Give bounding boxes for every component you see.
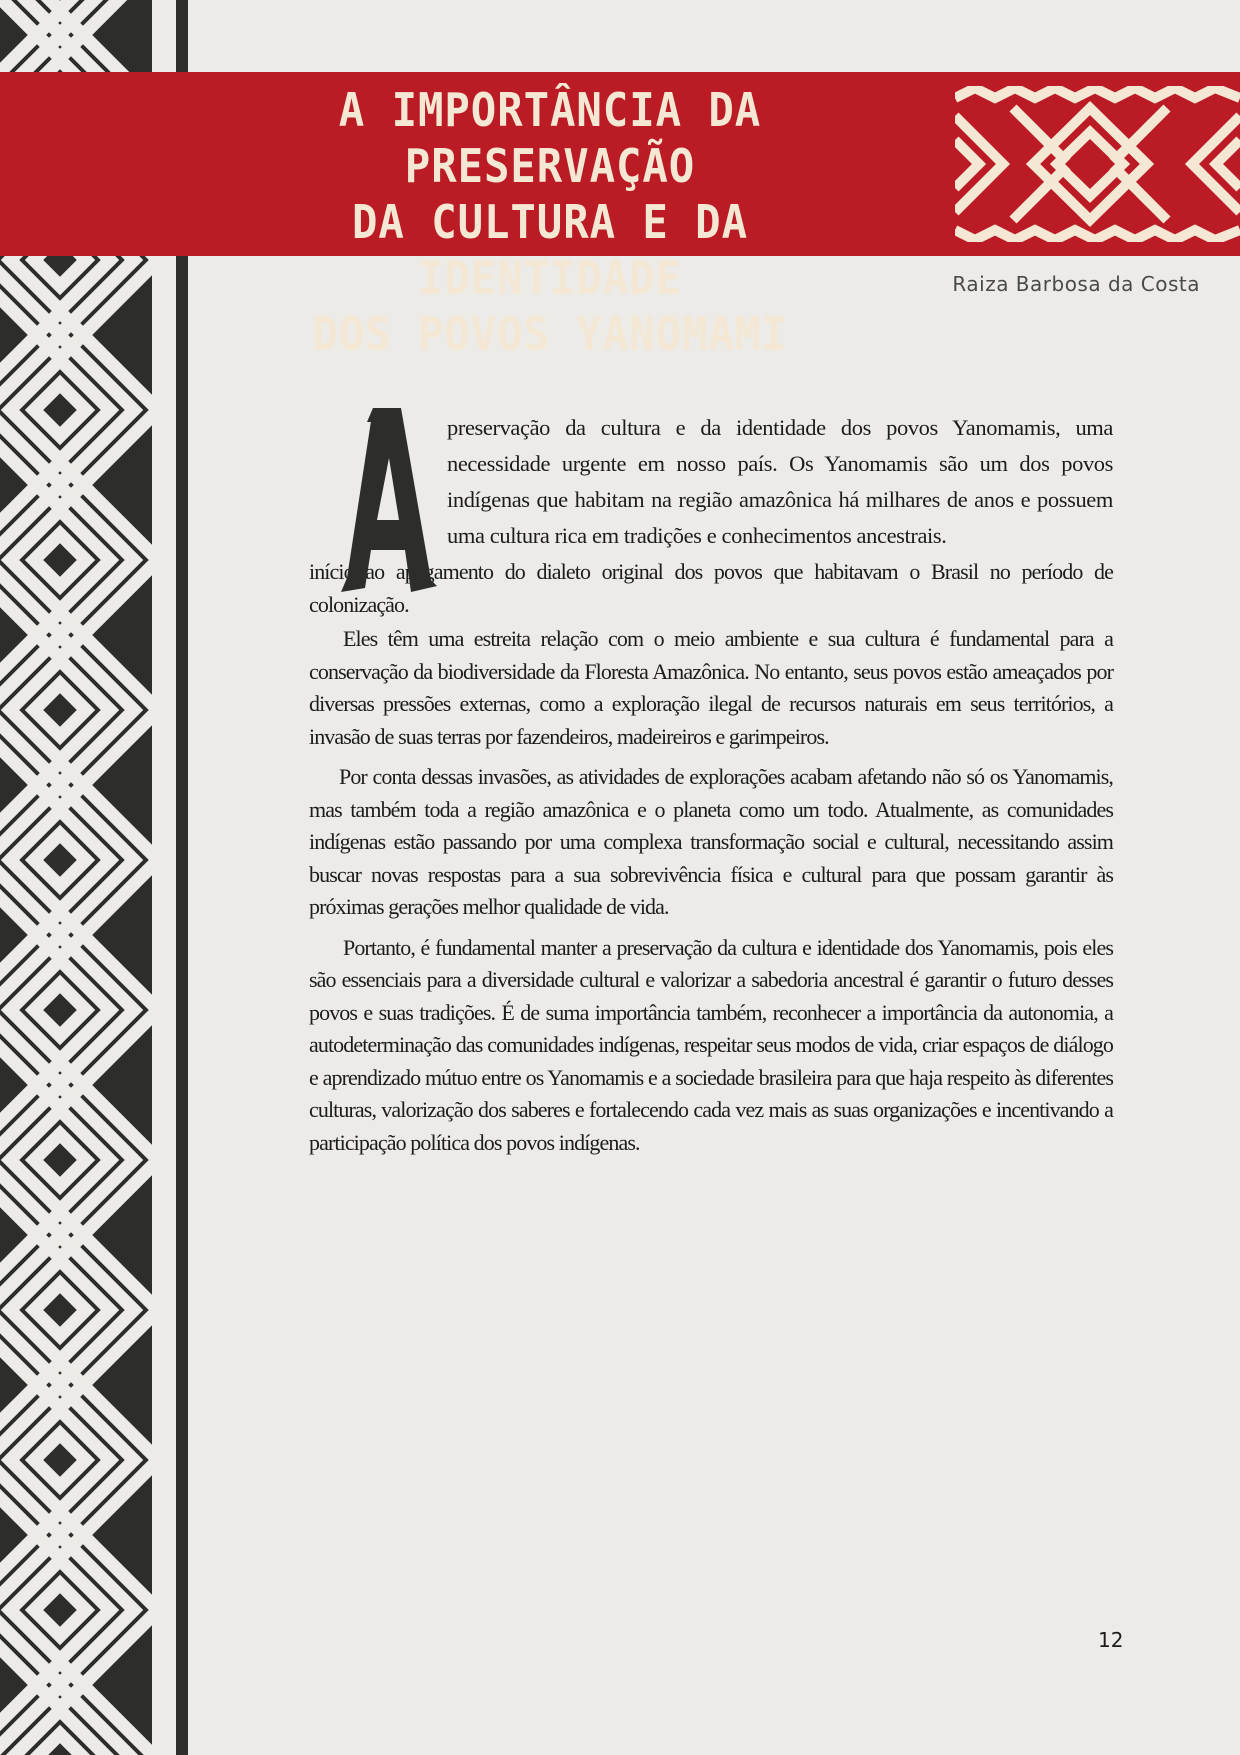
border-diamond (34, 684, 86, 736)
page-title (219, 82, 881, 362)
author-name: Raiza Barbosa da Costa (952, 272, 1200, 296)
title-line-3: DOS POVOS YANOMAMI (312, 307, 788, 361)
border-diamond (34, 834, 86, 886)
paragraph-5: Portanto, é fundamental manter a preservação da cultura e identidade dos Yanomamis, pois eles são essenciais para a diversidade cultural e valorizar a sabedoria ancestral é garantir o futuro desses povos e suas tradições. É de suma importância também, reconhecer a importância da autonomia, a autodeterminação das comunidades indígenas, respeitar seus modos de vida, criar espaços de diálogo e aprendizado mútuo entre os Yanomamis e a sociedade brasileira para que haja respeito às diferentes culturas, valorização dos saberes e fortalecendo cada vez mais as suas organizações e incentivando a participação política dos povos indígenas. (309, 934, 1113, 1155)
border-diamond (34, 1134, 86, 1186)
border-diamond (34, 534, 86, 586)
paragraph-4: Por conta dessas invasões, as atividades de explorações acabam afetando não só os Yanomamis, mas também toda a região amazônica e o planeta como um todo. Atualmente, as comunidades indígenas estão passando por uma complexa transformação social e cultural, necessitando assim buscar novas respostas para a sua sobrevivência física e cultural para que possam garantir às próximas gerações melhor qualidade de vida. (309, 764, 1113, 919)
border-diamond (34, 1434, 86, 1486)
title-line-1: A IMPORTÂNCIA DA PRESERVAÇÃO (338, 83, 762, 193)
border-diamond (34, 384, 86, 436)
banner-tribal-pattern (955, 86, 1240, 242)
tribal-border-pattern (0, 0, 166, 1755)
lead-paragraph: preservação da cultura e da identidade dos povos Yanomamis, uma necessidade urgente em nosso país. Os Yanomamis são um dos povos indígenas que habitam na região amazônica há milhares de anos e possuem uma cultura rica em tradições e conhecimentos ancestrais. (447, 415, 1113, 548)
border-vertical-line (176, 0, 188, 1755)
border-diamond (34, 1584, 86, 1636)
page-number: 12 (1098, 1628, 1124, 1652)
border-diamond (34, 1284, 86, 1336)
article-body (309, 410, 1113, 1159)
title-line-2: DA CULTURA E DA IDENTIDADE (351, 195, 748, 305)
border-diamond (34, 984, 86, 1036)
drop-cap-letter (327, 400, 447, 600)
paragraph-3: Eles têm uma estreita relação com o meio ambiente e sua cultura é fundamental para a conservação da biodiversidade da Floresta Amazônica. No entanto, seus povos estão ameaçados por diversas pressões externas, como a exploração ilegal de recursos naturais em seus territórios, a invasão de suas terras por fazendeiros, madeireiros e garimpeiros. (309, 626, 1113, 749)
paragraph-2: início ao apagamento do dialeto original dos povos que habitavam o Brasil no período de colonização. (309, 559, 1113, 617)
